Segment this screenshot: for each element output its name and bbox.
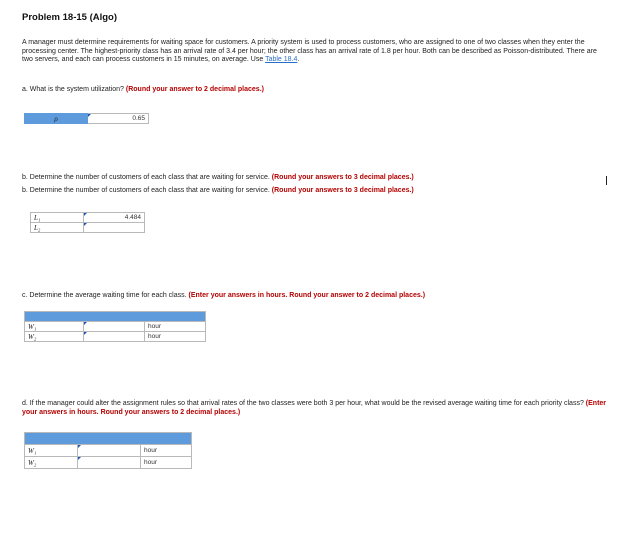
- table-row: [31, 223, 145, 233]
- w1-label: W₁: [28, 322, 37, 331]
- part-c-question: [22, 292, 425, 299]
- w2-label: W₂: [28, 332, 37, 341]
- table-18-4-link[interactable]: Table 18.4: [265, 56, 298, 64]
- part-b-question-2: [22, 187, 414, 194]
- part-a-question-text: a. What is the system utilization?: [22, 86, 126, 93]
- part-c-header-row: [25, 312, 206, 322]
- part-b-question-1-text: b. Determine the number of customers of each class that are waiting for service.: [22, 174, 272, 181]
- part-b-instruction-2: (Round your answers to 3 decimal places.): [271, 187, 414, 194]
- part-c-question-text: c. Determine the average waiting time for each class.: [22, 292, 189, 299]
- rho-label: ρ: [54, 114, 58, 123]
- w2-unit: hour: [145, 332, 206, 342]
- part-d-question: [22, 399, 607, 417]
- problem-title: Problem 18-15 (Algo): [22, 12, 118, 23]
- d-w1-unit: hour: [141, 445, 192, 457]
- w2-input[interactable]: [84, 332, 145, 342]
- part-a-question: [22, 86, 264, 93]
- text-cursor: [606, 176, 607, 185]
- part-b-instruction-1: (Round your answers to 3 decimal places.): [271, 174, 414, 181]
- problem-statement: [22, 39, 607, 65]
- w1-input[interactable]: [84, 322, 145, 332]
- l1-label: L₁: [34, 213, 41, 222]
- part-c-table: [24, 311, 206, 342]
- d-w1-input[interactable]: [78, 445, 141, 457]
- table-row: [25, 332, 206, 342]
- part-c-instruction: (Enter your answers in hours. Round your answer to 2 decimal places.): [188, 292, 426, 299]
- l2-label-cell: [31, 223, 84, 233]
- part-d-table: [24, 432, 192, 469]
- w1-label-cell: [25, 322, 84, 332]
- l1-input[interactable]: 4.484: [84, 213, 145, 223]
- w2-label-cell: [25, 332, 84, 342]
- part-a-table: [24, 113, 149, 124]
- problem-text-end: .: [297, 56, 300, 64]
- l1-label-cell: [31, 213, 84, 223]
- w1-unit: hour: [145, 322, 206, 332]
- table-row: [25, 457, 192, 469]
- part-d-question-text: d. If the manager could alter the assignment rules so that arrival rates of the two classes were both 3 per hour, what would be the revised average waiting time for each priority class?: [22, 400, 586, 407]
- l2-input[interactable]: [84, 223, 145, 233]
- d-w2-label-cell: [25, 457, 78, 469]
- d-w2-unit: hour: [141, 457, 192, 469]
- part-a-instruction: (Round your answer to 2 decimal places.): [125, 86, 264, 93]
- part-b-question-1: [22, 174, 414, 181]
- d-w1-label-cell: [25, 445, 78, 457]
- table-row: [25, 445, 192, 457]
- part-b-table: [30, 212, 145, 233]
- d-w2-label: W₂: [28, 458, 37, 467]
- l2-label: L₂: [34, 223, 41, 232]
- table-row: [25, 322, 206, 332]
- part-b-question-2-text: b. Determine the number of customers of each class that are waiting for service.: [22, 187, 272, 194]
- part-d-instruction: (Enter your answers in hours. Round your answers to 2 decimal places.): [22, 400, 607, 416]
- d-w1-label: W₁: [28, 446, 37, 455]
- rho-input[interactable]: 0.65: [88, 114, 149, 124]
- d-w2-input[interactable]: [78, 457, 141, 469]
- table-row: [31, 213, 145, 223]
- part-d-header-row: [25, 433, 192, 445]
- problem-text: A manager must determine requirements for waiting space for customers. A priority system is used to process customers, who are assigned to one of two classes when they enter the processing center. The highest-priority class has an arrival rate of 3.4 per hour; the other class has an arrival rate of 1.8 per hour. Both can be described as Poisson-distributed. There are two servers, and each can process customers in 15 minutes, on average. Use: [22, 39, 597, 64]
- rho-label-cell: [25, 114, 88, 124]
